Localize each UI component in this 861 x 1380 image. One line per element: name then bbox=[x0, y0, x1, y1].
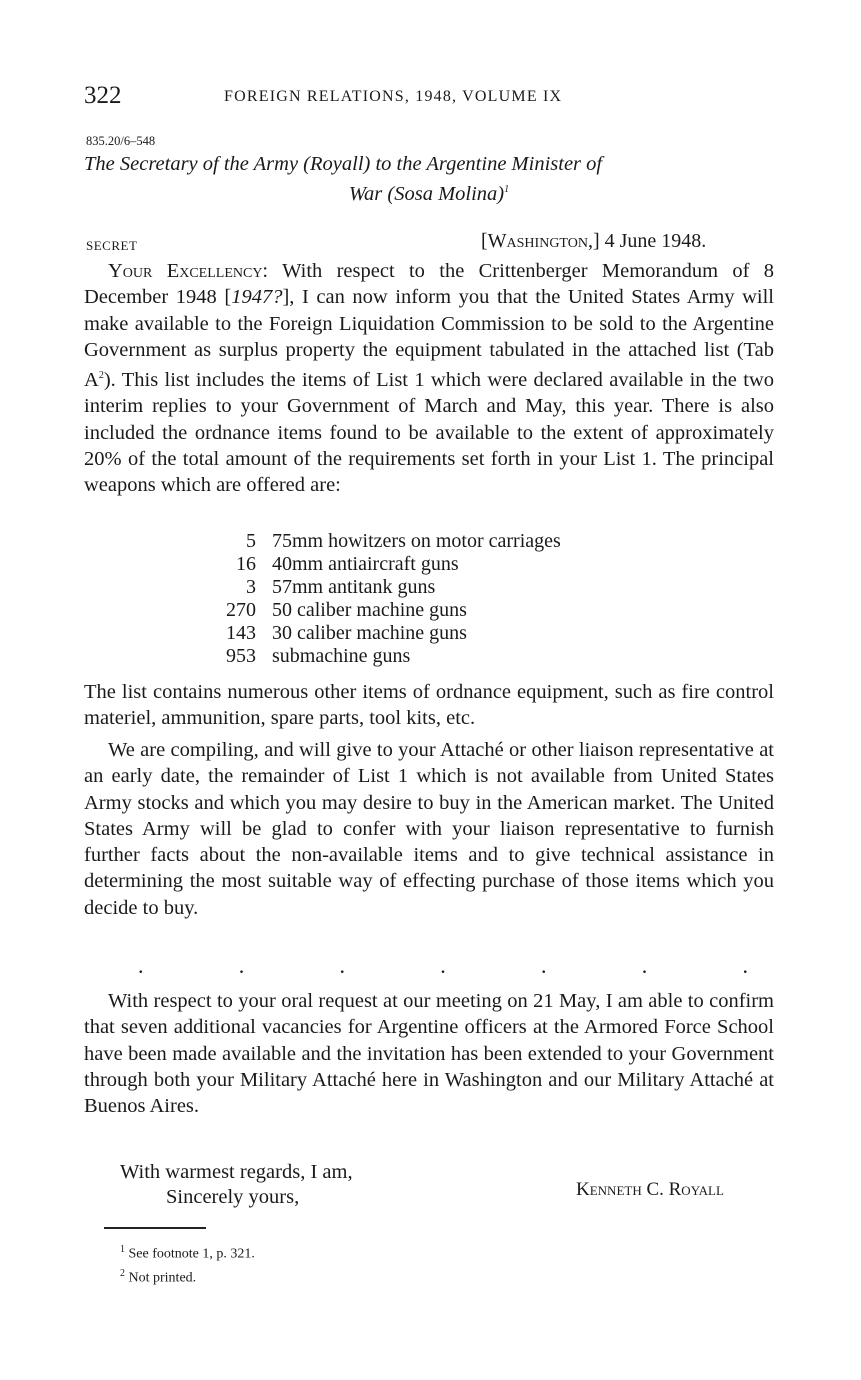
salutation: Your Excellency: bbox=[108, 260, 269, 282]
footnote-mark: 1 bbox=[120, 1244, 125, 1255]
weapon-item: submachine guns bbox=[272, 645, 411, 667]
omission-dot: . bbox=[138, 953, 144, 978]
document-title-line-2-text: War (Sosa Molina) bbox=[348, 182, 505, 205]
weapon-item: 30 caliber machine guns bbox=[272, 622, 467, 644]
weapon-row bbox=[200, 599, 720, 622]
paragraph-1-year: 1947? bbox=[231, 286, 283, 309]
footnote-ref-2: 2 bbox=[98, 370, 104, 382]
weapon-item: 50 caliber machine guns bbox=[272, 599, 467, 621]
footnote-text: See footnote 1, p. 321. bbox=[128, 1246, 255, 1262]
dateline-date: 4 June 1948. bbox=[604, 230, 707, 252]
dateline bbox=[481, 230, 706, 253]
closing-line: With warmest regards, I am, bbox=[120, 1161, 353, 1183]
footnote-rule bbox=[104, 1227, 206, 1229]
footnotes bbox=[120, 1240, 255, 1287]
weapon-item: 57mm antitank guns bbox=[272, 576, 436, 598]
weapon-qty: 3 bbox=[246, 576, 256, 598]
weapon-qty: 5 bbox=[246, 530, 256, 552]
footnote-ref-1: 1 bbox=[504, 184, 510, 195]
document-title-line-2 bbox=[84, 177, 774, 207]
running-head bbox=[84, 82, 784, 116]
file-number: 835.20/6–548 bbox=[86, 134, 156, 148]
signature: Kenneth C. Royall bbox=[576, 1179, 724, 1200]
omission-dot: . bbox=[742, 953, 748, 978]
omission-dot: . bbox=[339, 953, 345, 978]
page-number: 322 bbox=[84, 82, 122, 109]
footnote-1 bbox=[120, 1240, 255, 1264]
paragraph-4: With respect to your oral request at our meeting on 21 May, I am able to confirm that seven additional vacancies for Argentine officers at the Armored Force School have been made available and the invitation has been extended to your Government through both your Military Attaché here in Washington and our Military Attaché at Buenos Aires. bbox=[84, 990, 774, 1118]
omission-dot: . bbox=[641, 953, 648, 978]
document-title bbox=[84, 152, 774, 207]
running-title: FOREIGN RELATIONS, 1948, VOLUME IX bbox=[224, 88, 563, 105]
weapon-qty: 16 bbox=[236, 553, 256, 575]
classification-marking: SECRET bbox=[86, 238, 138, 253]
weapon-qty: 270 bbox=[226, 599, 256, 621]
paragraph-1 bbox=[84, 258, 774, 499]
weapon-row bbox=[200, 645, 720, 668]
weapon-qty: 143 bbox=[226, 622, 256, 644]
sign-off: Sincerely yours, bbox=[166, 1186, 300, 1208]
weapon-row bbox=[200, 553, 720, 576]
omission-dot: . bbox=[238, 953, 245, 978]
omission-dot: . bbox=[440, 953, 446, 978]
weapon-qty: 953 bbox=[226, 645, 256, 667]
paragraph-1-part-c: ). This list includes the items of List 1 which were declared available in the two interim replies to your Government of March and May, this year. There is also included the ordnance items found to be available to the extent of approximately 20% of the total amount of the requirements set forth in your List 1. The principal weapons which are offered are: bbox=[84, 369, 774, 497]
weapon-item: 40mm antiaircraft guns bbox=[272, 553, 459, 575]
footnote-2 bbox=[120, 1264, 255, 1288]
paragraph-1-part-a: With respect to the Crittenberger Memorandum of 8 December 1948 [ bbox=[84, 260, 774, 309]
omission-dots bbox=[138, 955, 748, 977]
weapon-item: 75mm howitzers on motor carriages bbox=[272, 530, 561, 552]
dateline-place: [Washington,] bbox=[481, 230, 600, 252]
weapon-row bbox=[200, 530, 720, 553]
weapon-row bbox=[200, 622, 720, 645]
document-title-line-1: The Secretary of the Army (Royall) to the Argentine Minister of bbox=[84, 153, 603, 175]
paragraph-3: We are compiling, and will give to your Attaché or other liaison representative at an early date, the remainder of List 1 which is not available from United States Army stocks and which you may desire to buy in the American market. The United States Army will be glad to confer with your liaison representative to furnish further facts about the non-available items and to give technical assistance in determining the most suitable way of effecting purchase of those items which you decide to buy. bbox=[84, 739, 774, 919]
weapons-list bbox=[200, 530, 720, 668]
paragraph-1-part-b: ], I can now inform you that the United States Army will make available to the Foreign Liquidation Commission to be sold to the Argentine Government as surplus property the equipment tabulated in the attached list (Tab A bbox=[84, 286, 774, 392]
weapon-row bbox=[200, 576, 720, 599]
footnote-mark: 2 bbox=[120, 1267, 125, 1279]
footnote-text: Not printed. bbox=[128, 1270, 197, 1286]
omission-dot: . bbox=[541, 953, 547, 978]
paragraph-2: The list contains numerous other items of ordnance equipment, such as fire control materiel, ammunition, spare parts, tool kits, etc. bbox=[84, 681, 774, 730]
